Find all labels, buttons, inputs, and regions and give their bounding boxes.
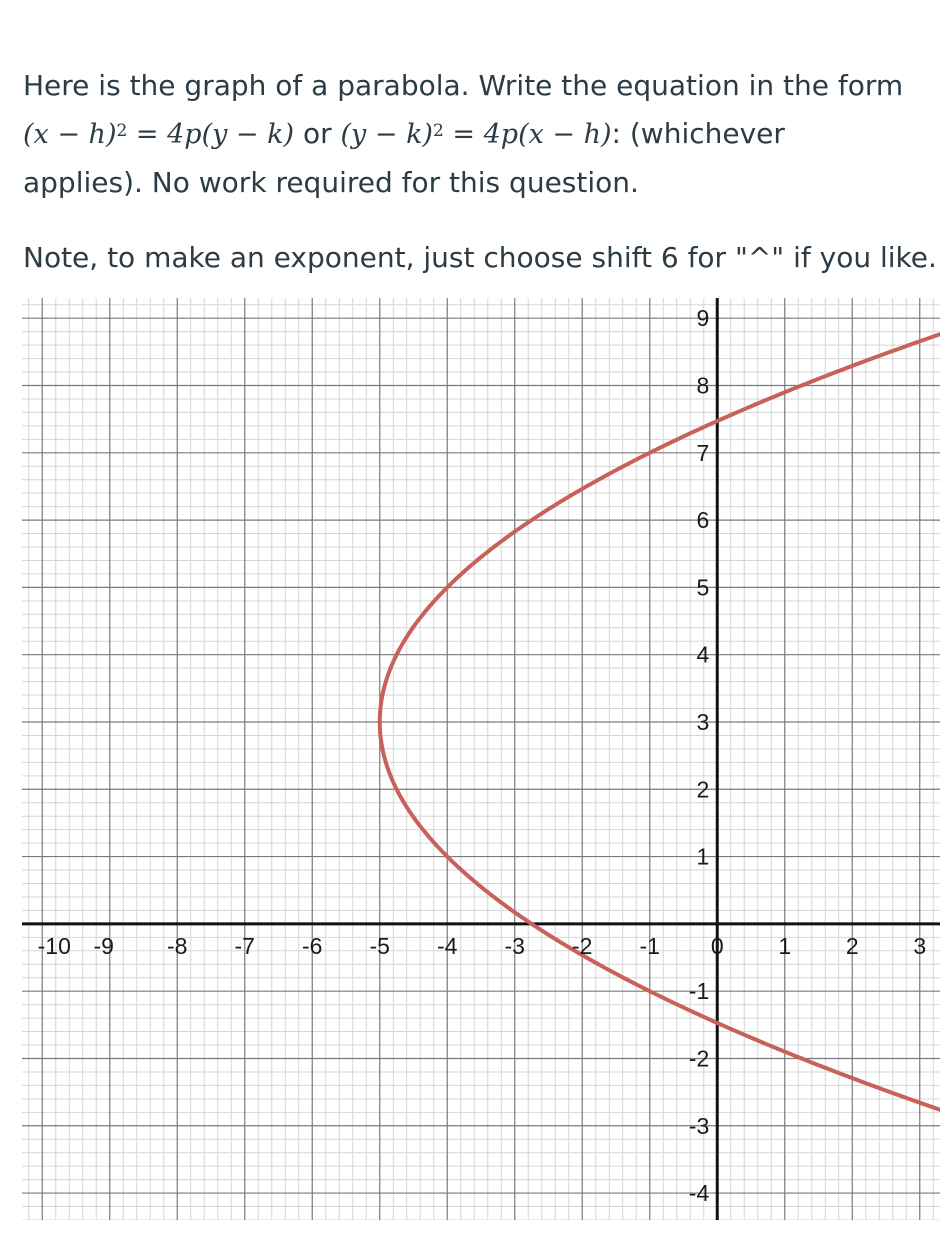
form2-rhs: = 4p(x − h)	[443, 119, 612, 150]
equation-form-2	[341, 119, 612, 150]
question-text	[23, 62, 933, 207]
form1-lhs: (x − h)	[23, 119, 117, 150]
y-tick-label: 2	[696, 776, 710, 803]
x-tick-label: -8	[167, 932, 188, 959]
y-tick-label: 9	[696, 305, 710, 332]
y-tick-label: 4	[696, 641, 710, 668]
form2-lhs: (y − k)	[340, 119, 433, 150]
y-tick-label: 5	[696, 574, 710, 601]
y-tick-label: -1	[688, 978, 710, 1005]
whichever-text: : (whichever	[611, 117, 785, 150]
form2-exponent: 2	[432, 121, 444, 141]
minor-gridlines	[22, 298, 940, 1220]
x-tick-label: -3	[504, 932, 525, 959]
or-word: or	[294, 117, 341, 150]
parabola-curve	[380, 298, 940, 1220]
y-tick-label: 3	[696, 708, 710, 735]
question-line-3: applies). No work required for this question.	[23, 166, 639, 199]
axes	[22, 298, 940, 1220]
x-tick-label: 3	[913, 932, 927, 959]
form1-rhs: = 4p(y − k)	[127, 119, 295, 150]
y-tick-label: 6	[696, 507, 710, 534]
x-tick-label: -10	[37, 932, 71, 959]
form1-exponent: 2	[116, 121, 128, 141]
y-tick-label: 8	[696, 372, 710, 399]
parabola-graph	[22, 298, 940, 1220]
x-tick-label: 1	[778, 932, 792, 959]
x-tick-label: -4	[437, 932, 458, 959]
exponent-note: Note, to make an exponent, just choose shift 6 for "^" if you like.	[23, 241, 937, 274]
y-tick-label: 7	[696, 439, 710, 466]
x-tick-label: -9	[93, 932, 114, 959]
x-tick-label: -2	[572, 932, 593, 959]
major-gridlines	[22, 298, 940, 1220]
question-line-1: Here is the graph of a parabola. Write the equation in the form	[23, 69, 904, 102]
x-tick-label: -1	[639, 932, 660, 959]
y-tick-label: -3	[688, 1112, 710, 1139]
x-tick-label: -7	[234, 932, 255, 959]
equation-form-1	[23, 119, 294, 150]
x-tick-label: -6	[302, 932, 323, 959]
y-tick-label: -4	[688, 1180, 710, 1207]
tick-labels	[38, 305, 927, 1206]
x-tick-label: -5	[369, 932, 390, 959]
x-tick-label: 2	[845, 932, 859, 959]
y-tick-label: -2	[688, 1045, 710, 1072]
question-line-2	[23, 110, 933, 159]
x-tick-label: 0	[710, 932, 724, 959]
y-tick-label: 1	[696, 843, 710, 870]
